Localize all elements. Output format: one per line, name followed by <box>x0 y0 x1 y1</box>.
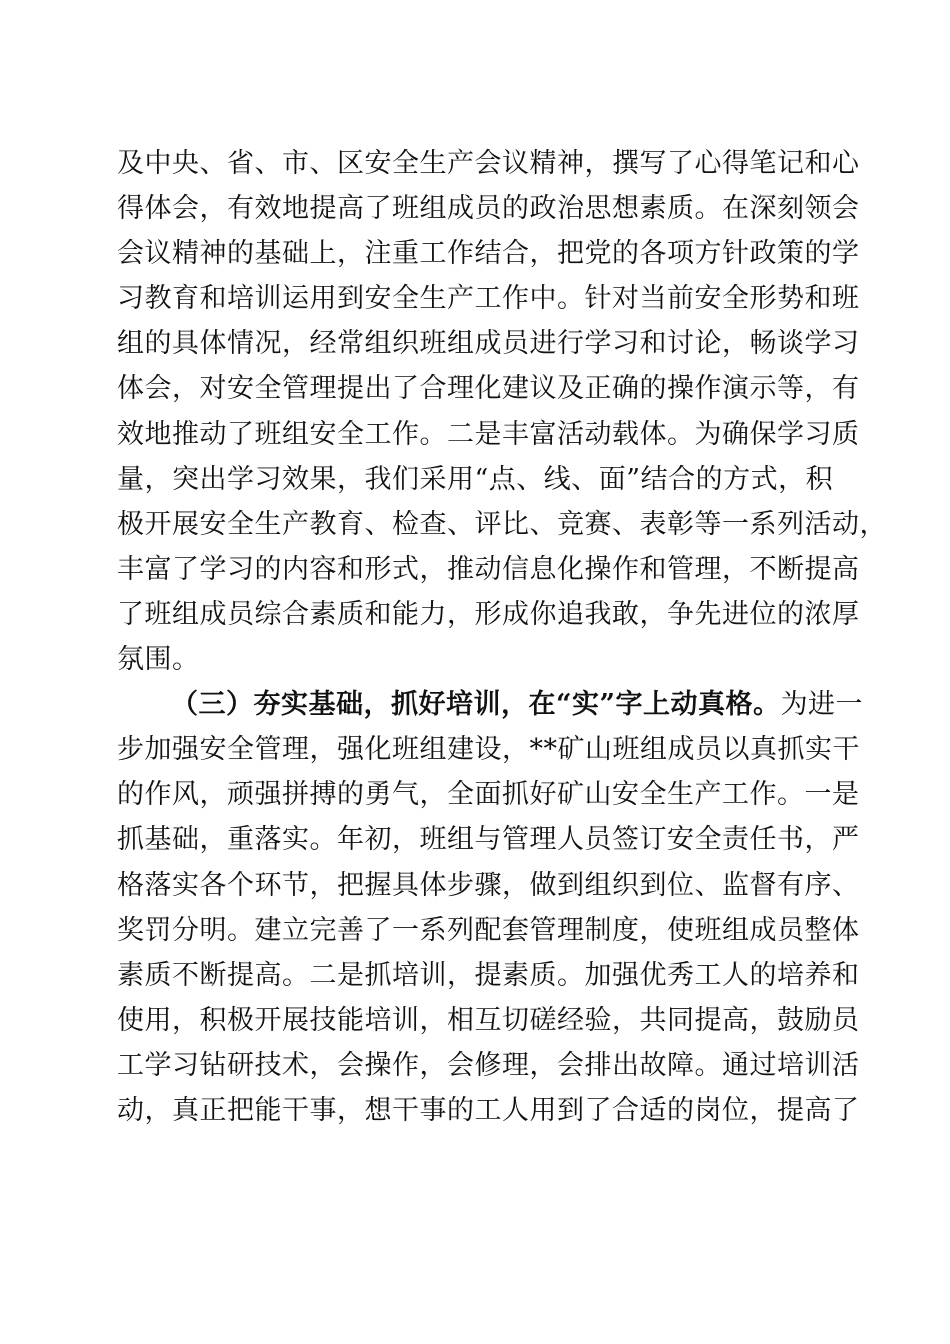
text-line: 抓基础，重落实。年初，班组与管理人员签订安全责任书，严 <box>117 824 860 856</box>
text-line: 工学习钻研技术，会操作，会修理，会排出故障。通过培训活 <box>117 1049 860 1081</box>
text-line: 及中央、省、市、区安全生产会议精神，撰写了心得笔记和心 <box>117 148 860 179</box>
text-line: 使用，积极开展技能培训，相互切磋经验，共同提高，鼓励员 <box>117 1004 860 1036</box>
text-line: 量，突出学习效果，我们采用“点、线、面”结合的方式，积 <box>117 463 834 495</box>
text-line: 效地推动了班组安全工作。二是丰富活动载体。为确保学习质 <box>117 418 860 450</box>
section-heading: （三）夯实基础，抓好培训，在“实”字上动真格。 <box>171 689 781 721</box>
text-line: 氛围。 <box>117 644 200 676</box>
text-line: 组的具体情况，经常组织班组成员进行学习和讨论，畅谈学习 <box>117 328 860 360</box>
text-line: 步加强安全管理，强化班组建设，**矿山班组成员以真抓实干 <box>117 734 860 766</box>
section-heading-line <box>117 682 864 727</box>
text-line: 体会，对安全管理提出了合理化建议及正确的操作演示等，有 <box>117 373 860 405</box>
heading-line-continuation: 为进一 <box>780 689 864 721</box>
text-line: 素质不断提高。二是抓培训，提素质。加强优秀工人的培养和 <box>117 959 860 991</box>
body-text <box>117 141 887 1133</box>
text-line: 丰富了学习的内容和形式，推动信息化操作和管理，不断提高 <box>117 553 860 585</box>
text-line: 习教育和培训运用到安全生产工作中。针对当前安全形势和班 <box>117 283 860 315</box>
text-line: 极开展安全生产教育、检查、评比、竞赛、表彰等一系列活动， <box>117 508 887 540</box>
paragraph-1 <box>117 141 887 682</box>
text-line: 了班组成员综合素质和能力，形成你追我敢，争先进位的浓厚 <box>117 598 860 630</box>
text-line: 得体会，有效地提高了班组成员的政治思想素质。在深刻领会 <box>117 193 860 225</box>
text-line: 格落实各个环节，把握具体步骤，做到组织到位、监督有序、 <box>117 869 860 901</box>
text-line: 奖罚分明。建立完善了一系列配套管理制度，使班组成员整体 <box>117 914 860 946</box>
paragraph-2 <box>117 682 864 1133</box>
text-line: 动，真正把能干事，想干事的工人用到了合适的岗位，提高了 <box>117 1094 860 1126</box>
text-line: 的作风，顽强拼搏的勇气，全面抓好矿山安全生产工作。一是 <box>117 779 860 811</box>
text-line: 会议精神的基础上，注重工作结合，把党的各项方针政策的学 <box>117 238 860 270</box>
